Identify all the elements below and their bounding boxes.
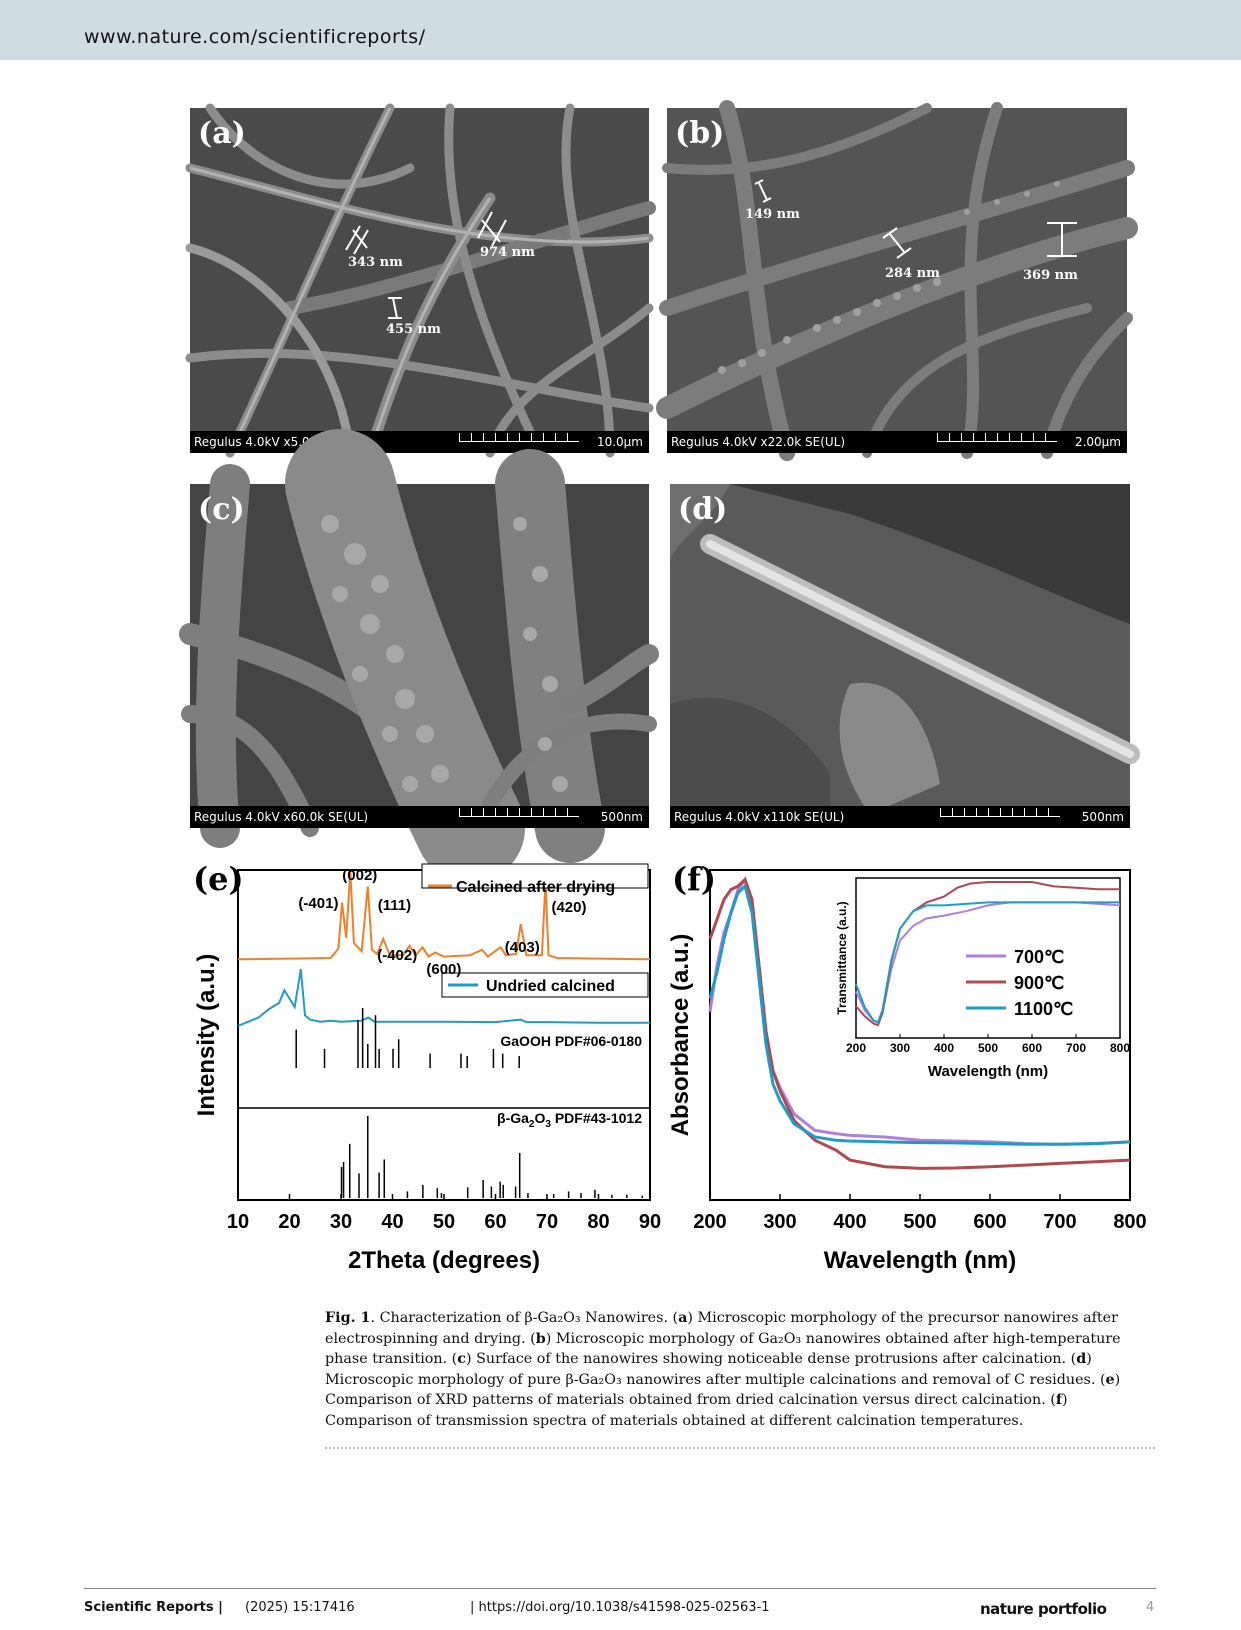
figure-caption — [325, 1308, 1155, 1431]
inset-x-tick-label: 800 — [1109, 1041, 1131, 1055]
scale-label: 10.0µm — [596, 435, 643, 449]
reference-label-part: 3 — [545, 1119, 551, 1130]
x-tick-label: 60 — [484, 1211, 507, 1233]
scale-ticks — [459, 433, 579, 442]
inset-x-axis-label: Wavelength (nm) — [927, 1063, 1049, 1080]
peak-label: (-401) — [298, 895, 339, 912]
absorbance-chart — [667, 860, 1150, 1280]
footer-rule — [84, 1588, 1156, 1589]
scale-label: 500nm — [1081, 810, 1124, 824]
scale-label: 2.00µm — [1074, 435, 1121, 449]
sem-image-c — [190, 484, 649, 828]
scale-ticks — [459, 808, 579, 817]
sem-info: Regulus 4.0kV x22.0k SE(UL) — [671, 435, 846, 449]
sem-info: Regulus 4.0kV x110k SE(UL) — [674, 810, 845, 824]
sem-image-d — [670, 484, 1130, 828]
caption-text: ) Microscopic morphology of Ga₂O₃ nanowires obtained after high-temperature phase transition. ( — [325, 1330, 1121, 1367]
x-tick-label: 300 — [763, 1211, 797, 1233]
legend-label: 1100℃ — [1014, 999, 1074, 1019]
peak-label: (111) — [377, 897, 412, 914]
caption-ref: d — [1076, 1351, 1087, 1367]
page-number: 4 — [1146, 1600, 1155, 1615]
x-tick-label: 80 — [587, 1211, 610, 1233]
x-tick-label: 800 — [1113, 1211, 1147, 1233]
y-axis-label: Intensity (a.u.) — [193, 953, 220, 1117]
caption-text: ) Microscopic morphology of pure β-Ga₂O₃ nanowires after multiple calcinations and removal of C residues. ( — [325, 1351, 1106, 1388]
inset-x-tick-label: 500 — [977, 1041, 999, 1055]
caption-fig-label: Fig. 1 — [325, 1310, 371, 1326]
sem-info-bar — [190, 431, 649, 453]
caption-text: ) Surface of the nanowires showing noticeable dense protrusions after calcination. ( — [465, 1351, 1077, 1367]
sem-info-bar — [667, 431, 1127, 453]
footer-citation: (2025) 15:17416 — [245, 1600, 355, 1615]
peak-label: (403) — [504, 939, 540, 956]
x-axis-label: 2Theta (degrees) — [347, 1247, 541, 1274]
caption-ref: c — [457, 1351, 466, 1367]
sem-panel-a — [190, 108, 649, 453]
xrd-chart — [190, 860, 660, 1280]
sem-info: Regulus 4.0kV x60.0k SE(UL) — [194, 810, 369, 824]
inset-x-tick-label: 300 — [889, 1041, 911, 1055]
sem-panel-b — [667, 108, 1127, 453]
caption-ref: b — [535, 1330, 546, 1347]
panel-label-d: (d) — [678, 492, 728, 527]
measurement-label: 455 nm — [386, 322, 441, 337]
caption-title: . Characterization of β-Ga₂O₃ Nanowires. ( — [370, 1310, 679, 1326]
panel-label-b: (b) — [675, 116, 725, 151]
x-tick-label: 500 — [903, 1211, 937, 1233]
panel-label-a: (a) — [198, 116, 246, 151]
measurement-label: 974 nm — [480, 245, 535, 260]
caption-ref: f — [1055, 1392, 1063, 1408]
peak-label: (420) — [551, 899, 587, 916]
peak-label: (600) — [426, 961, 462, 978]
legend-label: 700℃ — [1014, 947, 1065, 967]
x-tick-label: 200 — [693, 1211, 727, 1233]
caption-ref: a — [678, 1310, 688, 1326]
measurement-label: 149 nm — [745, 207, 800, 222]
panel-label-c: (c) — [198, 492, 245, 527]
peak-label: (002) — [342, 867, 378, 884]
x-tick-label: 400 — [833, 1211, 867, 1233]
scale-label: 500nm — [600, 810, 643, 824]
reference-label-part: 2 — [528, 1119, 535, 1130]
footer-doi[interactable]: | https://doi.org/10.1038/s41598-025-02563-1 — [470, 1600, 770, 1615]
reference-label: GaOOH PDF#06-0180 — [500, 1033, 642, 1049]
inset-x-tick-label: 600 — [1021, 1041, 1043, 1055]
x-tick-label: 600 — [973, 1211, 1007, 1233]
scale-ticks — [940, 808, 1060, 817]
reference-label-part: O — [534, 1110, 546, 1126]
panel-label-f: (f) — [672, 860, 717, 898]
nature-portfolio-logo: nature portfolio — [980, 1600, 1107, 1618]
sem-info-bar — [190, 806, 649, 828]
legend-label: Calcined after drying — [456, 879, 616, 896]
measurement-label: 284 nm — [885, 266, 940, 281]
sem-panel-d — [670, 484, 1130, 828]
inset-x-tick-label: 700 — [1065, 1041, 1087, 1055]
x-axis-label: Wavelength (nm) — [823, 1247, 1017, 1274]
sem-image-a — [190, 108, 649, 453]
measurement-label: 343 nm — [348, 255, 403, 270]
caption-text: ) Comparison of XRD patterns of materials obtained from dried calcination versus direct calcination. ( — [325, 1371, 1121, 1408]
panel-label-e: (e) — [193, 860, 244, 898]
sem-panel-c — [190, 484, 649, 828]
x-tick-label: 50 — [432, 1211, 456, 1233]
measurement-label: 369 nm — [1023, 268, 1078, 283]
reference-label — [497, 1110, 642, 1130]
x-tick-label: 700 — [1043, 1211, 1077, 1233]
site-header — [0, 0, 1241, 60]
x-tick-label: 20 — [278, 1211, 301, 1233]
inset-x-tick-label: 400 — [933, 1041, 955, 1055]
sem-info-bar — [670, 806, 1130, 828]
reference-label-part: β-Ga — [497, 1110, 529, 1126]
x-tick-label: 90 — [638, 1211, 662, 1233]
site-url[interactable]: www.nature.com/scientificreports/ — [84, 26, 426, 48]
x-tick-label: 70 — [535, 1211, 559, 1233]
caption-ref: e — [1105, 1371, 1115, 1388]
legend-label: Undried calcined — [486, 978, 615, 995]
legend-label: 900℃ — [1014, 973, 1065, 993]
peak-label: (-402) — [377, 947, 418, 964]
caption-text: ) Microscopic morphology of the precursor nanowires after electrospinning and drying. ( — [325, 1310, 1118, 1347]
caption-text: ) Comparison of transmission spectra of materials obtained at different calcination temperatures. — [325, 1392, 1068, 1429]
caption-divider — [325, 1447, 1155, 1449]
footer-journal: Scientific Reports | — [84, 1600, 223, 1615]
x-tick-label: 40 — [381, 1211, 404, 1233]
reference-label-part: PDF#43-1012 — [550, 1110, 642, 1126]
inset-y-axis-label: Transmittance (a.u.) — [835, 901, 849, 1015]
x-tick-label: 10 — [226, 1211, 250, 1233]
inset-x-tick-label: 200 — [845, 1041, 867, 1055]
y-axis-label: Absorbance (a.u.) — [667, 933, 694, 1137]
sem-info: Regulus 4.0kV x5.00k SE(UL) — [194, 435, 369, 449]
x-tick-label: 30 — [329, 1211, 353, 1233]
scale-ticks — [937, 433, 1057, 442]
